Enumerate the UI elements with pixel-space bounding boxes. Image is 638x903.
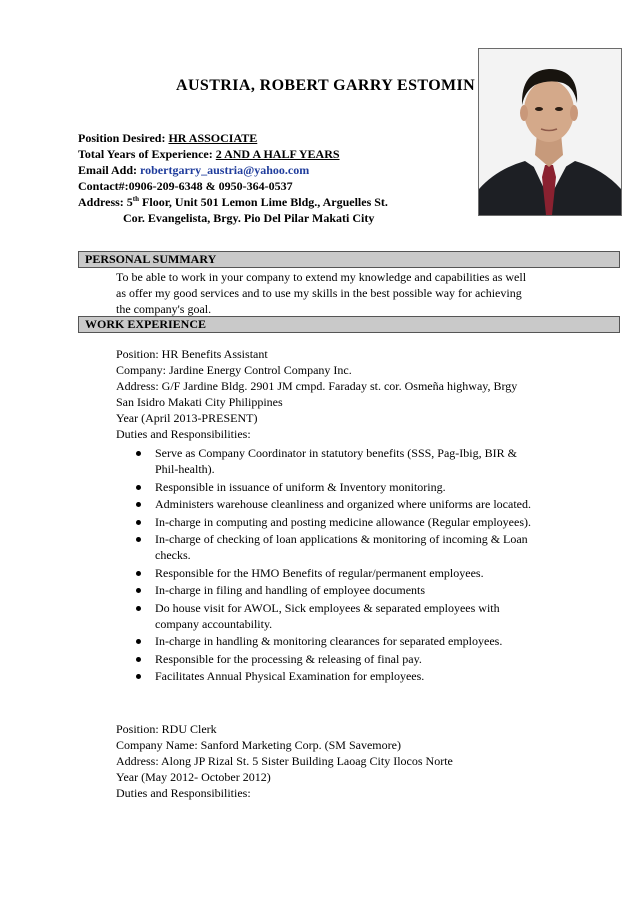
- list-item: [136, 565, 566, 581]
- bullet-icon: [136, 502, 141, 507]
- duty-text: In-charge in computing and posting medicine allowance (Regular employees).: [155, 514, 531, 529]
- list-item: [136, 651, 566, 667]
- duty-text: Facilitates Annual Physical Examination for employees.: [155, 669, 425, 683]
- experience-value: 2 AND A HALF YEARS: [215, 147, 340, 161]
- bullet-icon: [136, 520, 141, 525]
- list-item: [136, 479, 566, 495]
- duty-text: Responsible in issuance of uniform & Inventory monitoring.: [155, 479, 446, 494]
- bullet-icon: [136, 674, 141, 679]
- duty-text-cont: Phil-health).: [155, 462, 215, 476]
- position-label: Position Desired:: [78, 131, 169, 145]
- bullet-icon: [136, 571, 141, 576]
- duty-text-cont: company accountability.: [155, 616, 273, 631]
- duties-list-1: [136, 445, 566, 686]
- job-company: Company: Jardine Energy Control Company Inc.: [116, 363, 352, 377]
- duty-text: Administers warehouse cleanliness and organized where uniforms are located.: [155, 497, 531, 511]
- bullet-icon: [136, 485, 141, 490]
- list-item: [136, 600, 566, 632]
- email-label: Email Add:: [78, 163, 141, 177]
- list-item: [136, 445, 566, 477]
- address-prefix: Address: 5: [78, 195, 133, 209]
- job-entry-1: [116, 346, 517, 442]
- duty-text: Responsible for the processing & releasing of final pay.: [155, 651, 422, 666]
- job-position: Position: RDU Clerk: [116, 722, 217, 736]
- job-duties-label: Duties and Responsibilities:: [116, 427, 251, 441]
- list-item: [136, 633, 566, 649]
- portrait-image: [479, 49, 621, 215]
- duty-text: In-charge of checking of loan applications & monitoring of incoming & Loan: [155, 532, 528, 546]
- duty-text-cont: checks.: [155, 548, 191, 562]
- duty-text: Responsible for the HMO Benefits of regular/permanent employees.: [155, 565, 484, 580]
- contact-numbers: Contact#:0906-209-6348 & 0950-364-0537: [78, 179, 293, 193]
- email-link[interactable]: robertgarry_austria@yahoo.com: [140, 163, 310, 177]
- list-item: [136, 496, 566, 512]
- job-address: Address: G/F Jardine Bldg. 2901 JM cmpd. Faraday st. cor. Osmeña highway, Brgy: [116, 379, 518, 393]
- bullet-icon: [136, 537, 141, 542]
- contact-info: [78, 130, 388, 226]
- job-address-cont: San Isidro Makati City Philippines: [116, 395, 283, 409]
- job-position: Position: HR Benefits Assistant: [116, 347, 268, 361]
- list-item: [136, 582, 566, 598]
- bullet-icon: [136, 657, 141, 662]
- address-rest: Floor, Unit 501 Lemon Lime Bldg., Arguelles St.: [139, 195, 388, 209]
- summary-text: [116, 269, 566, 317]
- list-item: [136, 668, 566, 684]
- duty-text: Serve as Company Coordinator in statutory benefits (SSS, Pag-Ibig, BIR &: [155, 446, 517, 460]
- job-duties-label: Duties and Responsibilities:: [116, 786, 251, 800]
- job-entry-2: [116, 721, 453, 801]
- applicant-name: AUSTRIA, ROBERT GARRY ESTOMIN: [176, 77, 476, 94]
- job-year: Year (May 2012- October 2012): [116, 770, 271, 784]
- job-address: Address: Along JP Rizal St. 5 Sister Building Laoag City Ilocos Norte: [116, 754, 453, 768]
- experience-label: Total Years of Experience:: [78, 147, 216, 161]
- position-desired: [78, 130, 388, 146]
- address-sup: th: [132, 195, 140, 203]
- bullet-icon: [136, 588, 141, 593]
- duty-text: In-charge in handling & monitoring clearances for separated employees.: [155, 634, 503, 648]
- applicant-photo: [478, 48, 622, 216]
- bullet-icon: [136, 639, 141, 644]
- summary-line: To be able to work in your company to extend my knowledge and capabilities as well: [116, 270, 527, 284]
- years-experience: [78, 146, 388, 162]
- job-company: Company Name: Sanford Marketing Corp. (SM Savemore): [116, 738, 401, 752]
- section-header-work-experience: WORK EXPERIENCE: [78, 316, 620, 333]
- duty-text: Do house visit for AWOL, Sick employees & separated employees with: [155, 600, 500, 615]
- address-line-1: [78, 194, 388, 210]
- list-item: [136, 531, 566, 563]
- duty-text: In-charge in filing and handling of employee documents: [155, 583, 426, 597]
- list-item: [136, 514, 566, 530]
- bullet-icon: [136, 451, 141, 456]
- position-value: HR ASSOCIATE: [168, 131, 258, 145]
- section-header-personal-summary: PERSONAL SUMMARY: [78, 251, 620, 268]
- email: [78, 162, 388, 178]
- summary-line: as offer my good services and to use my skills in the best possible way for achieving: [116, 286, 522, 300]
- summary-line: the company's goal.: [116, 302, 212, 316]
- address-line-2: Cor. Evangelista, Brgy. Pio Del Pilar Makati City: [123, 211, 375, 225]
- bullet-icon: [136, 606, 141, 611]
- job-year: Year (April 2013-PRESENT): [116, 411, 258, 425]
